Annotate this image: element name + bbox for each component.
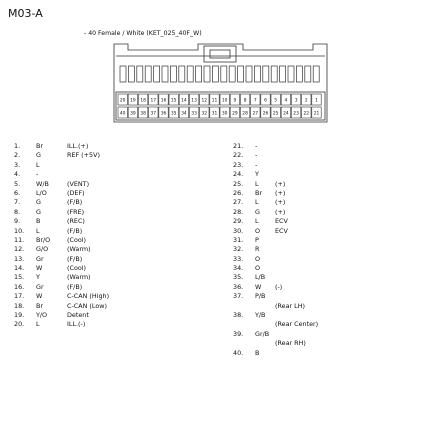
- connector-pin-number: 36: [160, 111, 167, 117]
- connector-slot: [280, 66, 286, 82]
- pin-number: 3.: [14, 160, 21, 169]
- pin-row: [233, 255, 433, 264]
- wire-color: Y: [36, 273, 40, 282]
- connector-slot: [254, 66, 260, 82]
- wire-color: W: [36, 292, 43, 301]
- pin-row: [233, 349, 433, 358]
- connector-slot: [145, 66, 151, 82]
- pin-number: 8.: [14, 207, 21, 216]
- pin-number: 31.: [233, 235, 244, 244]
- pin-list-left: [14, 142, 204, 330]
- pin-list-right: [233, 142, 433, 358]
- pin-number: 38.: [233, 311, 244, 320]
- pin-row: [14, 320, 204, 329]
- pin-row: [14, 292, 204, 301]
- pin-number: 36.: [233, 282, 244, 291]
- wire-color: W: [36, 264, 43, 273]
- connector-diagram: [108, 42, 333, 124]
- pin-number: 7.: [14, 198, 21, 207]
- connector-pin-number: 17: [150, 98, 157, 104]
- pin-row: [233, 217, 433, 226]
- pin-number: 17.: [14, 292, 25, 301]
- connector-slot: [128, 66, 134, 82]
- pin-number: 37.: [233, 292, 244, 301]
- pin-number: 13.: [14, 254, 25, 263]
- connector-pin-number: 30: [221, 111, 228, 117]
- connector-pin-number: 10: [221, 98, 228, 104]
- pin-row: [233, 180, 433, 189]
- pin-description: (F/B): [67, 198, 83, 207]
- pin-number: 14.: [14, 264, 25, 273]
- connector-pin-number: 4: [284, 98, 288, 104]
- pin-description: C-CAN (High): [67, 292, 110, 301]
- pin-row: [14, 302, 204, 311]
- pin-description: (F/B): [67, 226, 83, 235]
- wire-color: Br: [36, 301, 44, 310]
- connector-pin-number: 6: [264, 98, 267, 104]
- connector-slot: [179, 66, 185, 82]
- connector-slot: [137, 66, 143, 82]
- connector-pin-number: 2: [304, 98, 308, 104]
- wire-color: Br: [255, 188, 263, 197]
- pin-number: 4.: [14, 170, 21, 179]
- pin-row: [233, 245, 433, 254]
- pin-row: [14, 227, 204, 236]
- connector-slot: [246, 66, 252, 82]
- pin-description: (F/B): [67, 282, 83, 291]
- connector-slot: [296, 66, 302, 82]
- pin-description: (FRE): [67, 207, 85, 216]
- wire-color: Br: [36, 142, 44, 150]
- connector-pin-number: 34: [181, 111, 187, 117]
- wire-color: L: [255, 217, 259, 226]
- wire-color: L: [36, 320, 40, 329]
- connector-slot: [263, 66, 269, 82]
- wire-color: G: [36, 151, 41, 160]
- wire-color: Y: [255, 170, 259, 179]
- connector-pin-number: 24: [283, 111, 289, 117]
- pin-row: [14, 142, 204, 151]
- pin-description: (+): [275, 198, 286, 207]
- pin-number: 27.: [233, 198, 244, 207]
- connector-slot: [229, 66, 235, 82]
- pin-row: [14, 208, 204, 217]
- connector-slot: [162, 66, 168, 82]
- pin-row: [233, 283, 433, 292]
- connector-pin-number: 26: [262, 111, 269, 117]
- pin-row: [233, 273, 433, 282]
- connector-pin-number: 31: [211, 111, 218, 117]
- connector-pin-number: 8: [243, 98, 247, 104]
- pin-row: [233, 170, 433, 179]
- pin-number: 23.: [233, 160, 244, 169]
- pin-description: (VENT): [67, 179, 90, 188]
- wire-color: O: [255, 226, 261, 235]
- wire-color: B: [255, 348, 260, 357]
- connector-pin-number: 20: [119, 98, 126, 104]
- wire-color: R: [255, 245, 260, 254]
- pin-number: 39.: [233, 329, 244, 338]
- wire-color: W/B: [36, 179, 49, 188]
- pin-number: 40.: [233, 348, 244, 357]
- pin-number: 11.: [14, 235, 25, 244]
- wire-color: L/B: [255, 273, 266, 282]
- wire-color: G/O: [36, 245, 49, 254]
- pin-description: (Cool): [67, 235, 87, 244]
- pin-number: 33.: [233, 254, 244, 263]
- wire-color: -: [255, 160, 258, 169]
- pin-row: [14, 283, 204, 292]
- pin-number: 15.: [14, 273, 25, 282]
- pin-row: [233, 330, 433, 339]
- wire-color: -: [255, 151, 258, 160]
- connector-slot: [238, 66, 244, 82]
- connector-pin-number: 3: [294, 98, 298, 104]
- pin-subline: [233, 320, 433, 329]
- pin-number: 10.: [14, 226, 25, 235]
- wire-color: L: [255, 198, 259, 207]
- pin-number: 12.: [14, 245, 25, 254]
- connector-slot: [196, 66, 202, 82]
- wire-color: Br/O: [36, 235, 51, 244]
- connector-pin-number: 16: [160, 98, 167, 104]
- connector-pin-number: 19: [130, 98, 136, 104]
- pin-row: [233, 311, 433, 320]
- pin-subline: [233, 339, 433, 348]
- wire-color: -: [255, 142, 258, 150]
- wire-color: O: [255, 254, 261, 263]
- pin-number: 30.: [233, 226, 244, 235]
- pin-row: [14, 273, 204, 282]
- wire-color: P/B: [255, 292, 266, 301]
- pin-number: 35.: [233, 273, 244, 282]
- pin-row: [14, 236, 204, 245]
- connector-slot: [204, 66, 210, 82]
- pin-row: [14, 311, 204, 320]
- pin-number: 29.: [233, 217, 244, 226]
- pin-description: C-CAN (Low): [67, 301, 107, 310]
- pin-row: [14, 245, 204, 254]
- connector-slot: [212, 66, 218, 82]
- pin-description: (Warm): [67, 273, 91, 282]
- wire-color: Gr/B: [255, 329, 270, 338]
- pin-row: [233, 227, 433, 236]
- pin-description: (Cool): [67, 264, 87, 273]
- pin-description: (+): [275, 207, 286, 216]
- wire-color: Y/B: [255, 311, 266, 320]
- pin-sub-description: (Rear RH): [275, 339, 306, 348]
- connector-pin-number: 39: [130, 111, 136, 117]
- pin-number: 16.: [14, 282, 25, 291]
- pin-description: ILL.(+): [67, 142, 89, 150]
- connector-pin-number: 28: [242, 111, 248, 117]
- pin-row: [233, 161, 433, 170]
- connector-pin-number: 29: [232, 111, 238, 117]
- connector-pin-number: 21: [313, 111, 320, 117]
- wire-color: L/O: [36, 188, 47, 197]
- connector-pin-number: 37: [150, 111, 157, 117]
- connector-slot: [120, 66, 126, 82]
- connector-pin-number: 27: [252, 111, 259, 117]
- connector-slot: [288, 66, 294, 82]
- pin-description: (REC): [67, 217, 85, 226]
- pin-number: 21.: [233, 142, 244, 150]
- wire-color: Gr: [36, 254, 44, 263]
- connector-pin-number: 9: [233, 98, 237, 104]
- connector-pin-number: 15: [170, 98, 177, 104]
- pin-row: [14, 217, 204, 226]
- pin-description: (+): [275, 188, 286, 197]
- pin-number: 1.: [14, 142, 21, 150]
- pin-row: [14, 198, 204, 207]
- wire-color: O: [255, 264, 261, 273]
- wire-color: G: [255, 207, 260, 216]
- pin-sub-description: (Rear LH): [275, 301, 306, 310]
- pin-row: [14, 255, 204, 264]
- pin-row: [14, 180, 204, 189]
- pin-number: 18.: [14, 301, 25, 310]
- wire-color: G: [36, 207, 41, 216]
- connector-pin-number: 11: [211, 98, 218, 104]
- pin-subline: [233, 302, 433, 311]
- pin-number: 25.: [233, 179, 244, 188]
- connector-pin-number: 22: [303, 111, 310, 117]
- pin-row: [233, 151, 433, 160]
- connector-slot: [271, 66, 277, 82]
- pin-number: 6.: [14, 188, 21, 197]
- connector-pin-number: 7: [253, 98, 257, 104]
- pin-number: 2.: [14, 151, 21, 160]
- pin-description: (F/B): [67, 254, 83, 263]
- wire-color: -: [36, 170, 39, 179]
- wire-color: B: [36, 217, 41, 226]
- pin-sub-description: (Rear Center): [275, 320, 319, 329]
- wire-color: W: [255, 282, 262, 291]
- connector-pin-number: 12: [201, 98, 208, 104]
- pin-number: 19.: [14, 311, 25, 320]
- connector-slot: [154, 66, 160, 82]
- pin-row: [14, 170, 204, 179]
- connector-pin-number: 14: [181, 98, 187, 104]
- wire-color: G: [36, 198, 41, 207]
- pin-number: 32.: [233, 245, 244, 254]
- pin-description: ILL.(-): [67, 320, 86, 329]
- pin-row: [233, 189, 433, 198]
- connector-note: - 40 Female / White (KET_025_40F_W): [84, 30, 202, 37]
- wire-color: Y/O: [36, 311, 48, 320]
- connector-slot: [221, 66, 227, 82]
- connector-slot: [305, 66, 311, 82]
- connector-pin-number: 23: [293, 111, 299, 117]
- connector-slot: [187, 66, 193, 82]
- wire-color: P: [255, 235, 259, 244]
- pin-number: 5.: [14, 179, 21, 188]
- pin-number: 20.: [14, 320, 25, 329]
- pin-description: (Warm): [67, 245, 91, 254]
- connector-pin-number: 33: [191, 111, 197, 117]
- pin-row: [233, 198, 433, 207]
- pin-number: 9.: [14, 217, 21, 226]
- connector-pin-number: 18: [140, 98, 146, 104]
- pin-description: (DEF): [67, 188, 85, 197]
- pin-row: [233, 264, 433, 273]
- connector-pin-number: 40: [119, 111, 126, 117]
- connector-code: M03-A: [8, 7, 43, 20]
- pin-row: [14, 264, 204, 273]
- connector-pin-number: 35: [170, 111, 177, 117]
- pin-row: [14, 189, 204, 198]
- pin-row: [14, 151, 204, 160]
- wire-color: L: [255, 179, 259, 188]
- pin-number: 34.: [233, 264, 244, 273]
- pin-description: ECV: [275, 217, 288, 226]
- pin-number: 22.: [233, 151, 244, 160]
- wire-color: L: [36, 160, 40, 169]
- connector-pin-number: 13: [191, 98, 197, 104]
- connector-pin-number: 1: [315, 98, 318, 104]
- pin-description: ECV: [275, 226, 288, 235]
- connector-pin-number: 25: [272, 111, 279, 117]
- connector-pin-number: 32: [201, 111, 208, 117]
- pin-row: [233, 292, 433, 301]
- connector-pin-number: 38: [140, 111, 146, 117]
- pin-description: (-): [275, 282, 283, 291]
- pin-number: 28.: [233, 207, 244, 216]
- pin-description: (+): [275, 179, 286, 188]
- pin-number: 24.: [233, 170, 244, 179]
- pin-row: [233, 142, 433, 151]
- pin-row: [233, 208, 433, 217]
- pin-description: Detent: [67, 311, 89, 320]
- pin-row: [233, 236, 433, 245]
- pin-number: 26.: [233, 188, 244, 197]
- connector-pin-number: 5: [274, 98, 278, 104]
- connector-slot: [313, 66, 319, 82]
- connector-slot: [170, 66, 176, 82]
- wire-color: Gr: [36, 282, 44, 291]
- pin-description: REF (+5V): [67, 151, 100, 160]
- wire-color: L: [36, 226, 40, 235]
- pin-row: [14, 161, 204, 170]
